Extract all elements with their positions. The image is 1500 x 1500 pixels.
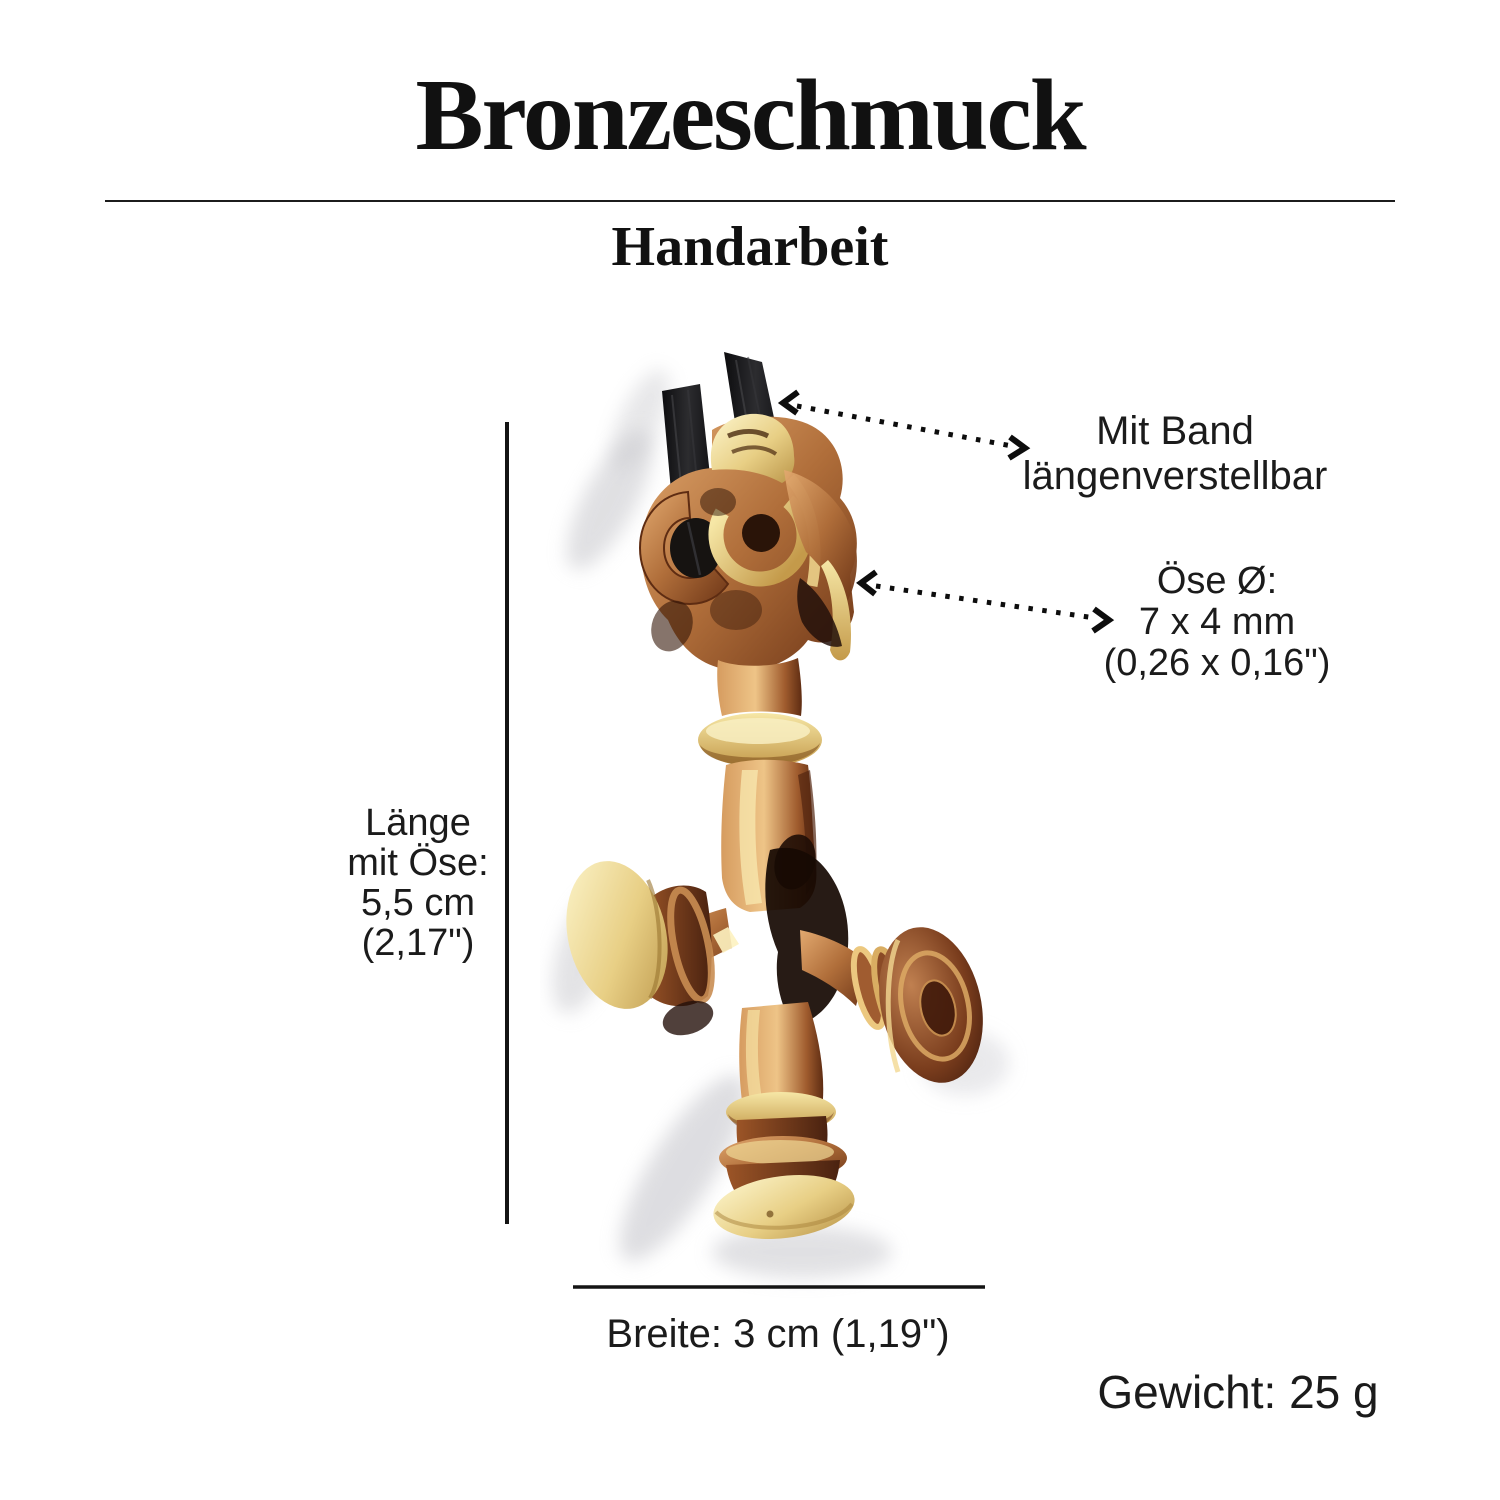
breite-label: Breite: 3 cm (1,19") bbox=[606, 1312, 950, 1356]
oese-label-line3: (0,26 x 0,16") bbox=[1103, 642, 1331, 684]
band-label bbox=[1005, 409, 1345, 499]
wolf-eye bbox=[742, 514, 780, 552]
gewicht-label: Gewicht: 25 g bbox=[1097, 1366, 1379, 1418]
left-arm bbox=[552, 851, 739, 1041]
oese-label-line2: 7 x 4 mm bbox=[1138, 601, 1296, 643]
right-arm bbox=[800, 917, 997, 1093]
collar-ring bbox=[698, 713, 822, 767]
page-subtitle: Handarbeit bbox=[611, 216, 889, 278]
laenge-label-line3: 5,5 cm bbox=[360, 882, 476, 924]
product-photo bbox=[540, 330, 1050, 1340]
laenge-label-line2: mit Öse: bbox=[347, 842, 489, 884]
oese-label bbox=[1067, 561, 1367, 684]
laenge-label bbox=[298, 803, 538, 963]
oese-label-line1: Öse Ø: bbox=[1156, 560, 1278, 602]
page-title: Bronzeschmuck bbox=[415, 59, 1085, 172]
band-label-line1: Mit Band bbox=[1096, 409, 1254, 453]
title-divider bbox=[105, 200, 1395, 202]
laenge-label-line4: (2,17") bbox=[361, 922, 475, 964]
pendant bbox=[552, 414, 997, 1247]
pendant-neck bbox=[717, 658, 802, 716]
band-label-line2: längenverstellbar bbox=[1022, 454, 1328, 498]
laenge-label-line1: Länge bbox=[365, 802, 471, 844]
